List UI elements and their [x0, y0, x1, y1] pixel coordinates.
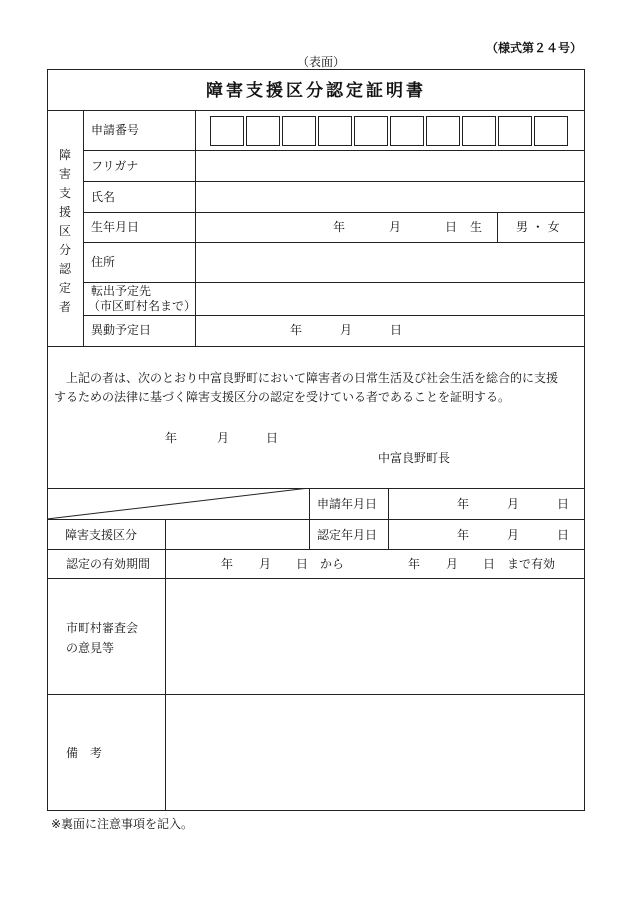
- issue-month-unit: 月: [217, 431, 230, 445]
- birth-suffix: 生: [470, 220, 483, 234]
- side-label: （表面）: [297, 55, 346, 69]
- remarks-field[interactable]: [166, 695, 584, 810]
- moving-day-unit: 日: [390, 323, 403, 337]
- certification-year-unit: 年: [457, 528, 470, 542]
- validity-to-year: 年: [408, 557, 421, 571]
- application-number-box[interactable]: [426, 116, 460, 146]
- application-number-box[interactable]: [318, 116, 352, 146]
- applicant-group-label: 障 害 支 援 区 分 認 定 者: [58, 148, 71, 314]
- issue-year-unit: 年: [165, 431, 178, 445]
- moving-year-unit: 年: [290, 323, 303, 337]
- application-number-box[interactable]: [462, 116, 496, 146]
- certification-month-unit: 月: [507, 528, 520, 542]
- application-number-box[interactable]: [354, 116, 388, 146]
- address-label: 住所: [91, 255, 116, 269]
- certification-date-label: 認定年月日: [317, 528, 378, 542]
- validity-from-month: 月: [259, 557, 272, 571]
- application-number-box[interactable]: [246, 116, 280, 146]
- certification-day-unit: 日: [557, 528, 570, 542]
- address-field[interactable]: [196, 243, 584, 282]
- moving-destination-field[interactable]: [196, 283, 584, 315]
- sex-options[interactable]: 男 ・ 女: [516, 220, 560, 234]
- diagonal-slash: [47, 488, 310, 520]
- support-category-label: 障害支援区分: [65, 528, 138, 542]
- validity-to-day: 日: [483, 557, 496, 571]
- moving-destination-label-2: （市区町村名まで）: [88, 299, 197, 313]
- furigana-label: フリガナ: [91, 159, 139, 173]
- application-month-unit: 月: [507, 497, 520, 511]
- name-field[interactable]: [196, 182, 584, 212]
- application-date-label: 申請年月日: [317, 497, 378, 511]
- validity-to-month: 月: [446, 557, 459, 571]
- validity-from: から: [320, 557, 345, 571]
- birth-day-unit: 日: [445, 220, 458, 234]
- form-title: 障害支援区分認定証明書: [206, 81, 426, 101]
- issue-day-unit: 日: [266, 431, 279, 445]
- certification-text-1: 上記の者は、次のとおり中富良野町において障害者の日常生活及び社会生活を総合的に支援: [66, 371, 559, 385]
- furigana-field[interactable]: [196, 151, 584, 181]
- review-label-1: 市町村審査会: [66, 621, 139, 635]
- application-number-box[interactable]: [498, 116, 532, 146]
- form-number: （様式第２４号）: [486, 41, 583, 55]
- application-number-box[interactable]: [534, 116, 568, 146]
- review-opinion-field[interactable]: [166, 579, 584, 694]
- review-label-2: の意見等: [66, 641, 115, 655]
- birth-month-unit: 月: [389, 220, 402, 234]
- application-number-box[interactable]: [210, 116, 244, 146]
- moving-month-unit: 月: [340, 323, 353, 337]
- support-category-field[interactable]: [166, 520, 309, 549]
- issuer: 中富良野町長: [378, 451, 451, 465]
- validity-from-year: 年: [221, 557, 234, 571]
- certification-text-2: するための法律に基づく障害支援区分の認定を受けている者であることを証明する。: [54, 390, 511, 404]
- birth-year-unit: 年: [333, 220, 346, 234]
- birth-date-label: 生年月日: [91, 220, 140, 234]
- application-year-unit: 年: [457, 497, 470, 511]
- validity-until: まで有効: [507, 557, 556, 571]
- moving-date-label: 異動予定日: [91, 323, 152, 337]
- application-number-box[interactable]: [282, 116, 316, 146]
- application-number-label: 申請番号: [91, 123, 140, 137]
- application-day-unit: 日: [557, 497, 570, 511]
- name-label: 氏名: [91, 190, 116, 204]
- moving-destination-label-1: 転出予定先: [91, 284, 152, 298]
- remarks-label: 備 考: [66, 746, 103, 760]
- footnote: ※裏面に注意事項を記入。: [51, 817, 194, 831]
- validity-from-day: 日: [296, 557, 309, 571]
- validity-label: 認定の有効期間: [66, 557, 151, 571]
- application-number-box[interactable]: [390, 116, 424, 146]
